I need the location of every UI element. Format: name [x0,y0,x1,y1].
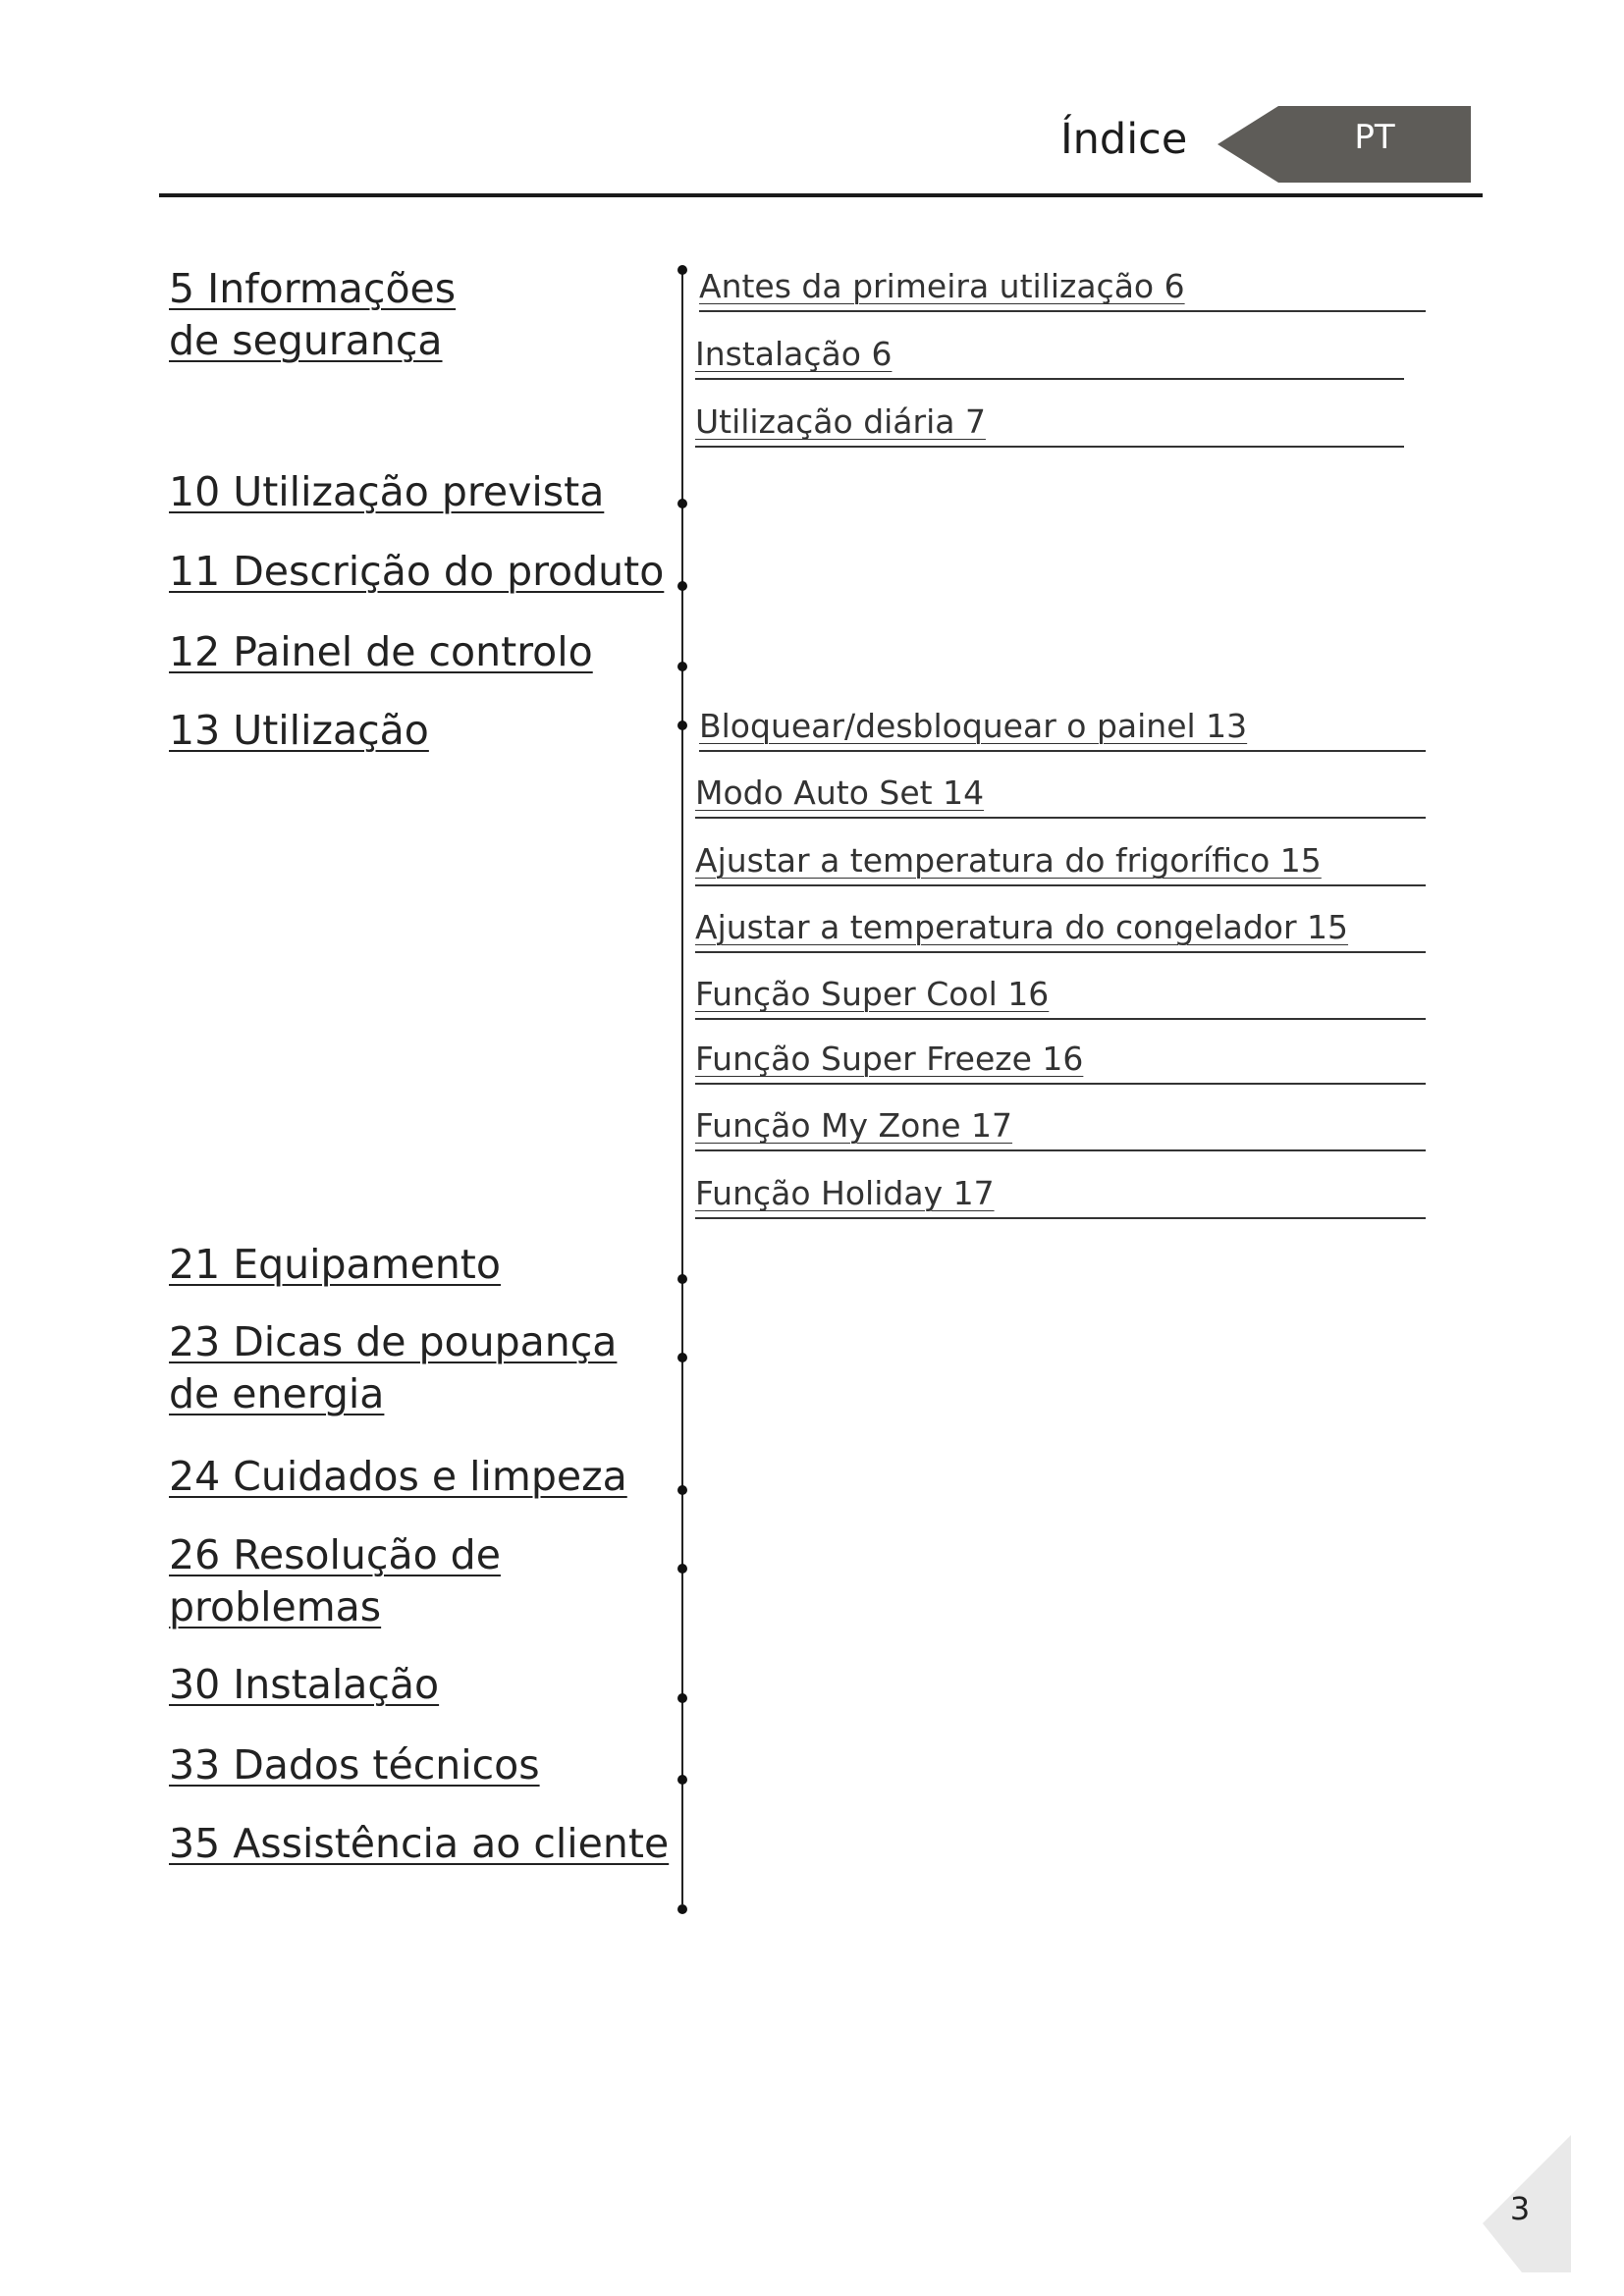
toc-section-technical-data[interactable] [169,1739,540,1791]
toc-subsection-label: Ajustar a temperatura do congelador 15 [695,908,1349,946]
toc-subsection[interactable] [695,1172,1426,1219]
timeline-dot [677,1904,687,1914]
toc-section-label: 11 Descrição do produto [169,548,665,595]
toc-subsection-label: Função Holiday 17 [695,1174,995,1212]
toc-subsection-label: Ajustar a temperatura do frigorífico 15 [695,841,1322,880]
toc-subsection-label: Instalação 6 [695,335,893,373]
toc-subsection[interactable] [695,400,1404,448]
timeline-dot [677,1353,687,1362]
toc-section-intended-use[interactable] [169,466,604,518]
toc-section-label: problemas [169,1583,382,1630]
toc-section-care-cleaning[interactable] [169,1451,627,1503]
toc-section-label: 21 Equipamento [169,1241,501,1288]
toc-section-product-description[interactable] [169,546,664,598]
toc-subsection-label: Antes da primeira utilização 6 [699,267,1185,305]
language-code: PT [1354,118,1395,157]
timeline-dot [677,1775,687,1785]
toc-section-label: de segurança [169,317,443,364]
toc-subsection[interactable] [695,906,1426,953]
toc-subsection[interactable] [695,973,1426,1020]
toc-section-label: 24 Cuidados e limpeza [169,1453,627,1500]
toc-section-label: 10 Utilização prevista [169,468,605,515]
toc-section-safety[interactable] [169,263,456,367]
toc-subsection[interactable] [695,333,1404,380]
timeline-dot [677,499,687,508]
page-title: Índice [1060,115,1188,164]
toc-subsection-label: Função Super Freeze 16 [695,1040,1084,1078]
toc-subsection-label: Modo Auto Set 14 [695,774,985,812]
toc-section-control-panel[interactable] [169,626,593,678]
toc-section-label: 13 Utilização [169,707,429,754]
toc-subsection[interactable] [699,265,1426,312]
toc-subsection[interactable] [695,1104,1426,1151]
toc-timeline [677,265,687,1914]
header-divider [159,193,1483,197]
toc-section-label: de energia [169,1370,385,1417]
timeline-dot [677,581,687,591]
timeline-dot [677,1564,687,1574]
toc-subsection-label: Bloquear/desbloquear o painel 13 [699,707,1248,745]
timeline-line [681,270,683,1904]
toc-subsection-label: Função Super Cool 16 [695,975,1050,1013]
toc-section-troubleshooting[interactable] [169,1529,501,1633]
toc-subsection[interactable] [695,1038,1426,1085]
toc-section-installation[interactable] [169,1659,439,1711]
timeline-dot [677,265,687,275]
toc-section-label: 5 Informações [169,265,457,312]
toc-subsection-label: Utilização diária 7 [695,402,986,441]
toc-subsection-label: Função My Zone 17 [695,1106,1013,1145]
toc-section-equipment[interactable] [169,1239,501,1291]
toc-subsection[interactable] [695,772,1426,819]
timeline-dot [677,662,687,671]
toc-section-label: 12 Painel de controlo [169,628,593,675]
toc-subsection[interactable] [695,839,1426,886]
timeline-dot [677,1274,687,1284]
page-number: 3 [1509,2190,1531,2227]
toc-section-label: 26 Resolução de [169,1531,501,1578]
toc-subsection[interactable] [699,705,1426,752]
timeline-dot [677,721,687,730]
toc-section-label: 23 Dicas de poupança [169,1318,618,1365]
toc-section-label: 33 Dados técnicos [169,1741,540,1789]
timeline-dot [677,1693,687,1703]
toc-section-label: 35 Assistência ao cliente [169,1820,670,1867]
toc-section-customer-service[interactable] [169,1818,669,1870]
toc-section-energy-tips[interactable] [169,1316,617,1420]
timeline-dot [677,1485,687,1495]
toc-section-label: 30 Instalação [169,1661,440,1708]
toc-section-usage[interactable] [169,705,429,757]
